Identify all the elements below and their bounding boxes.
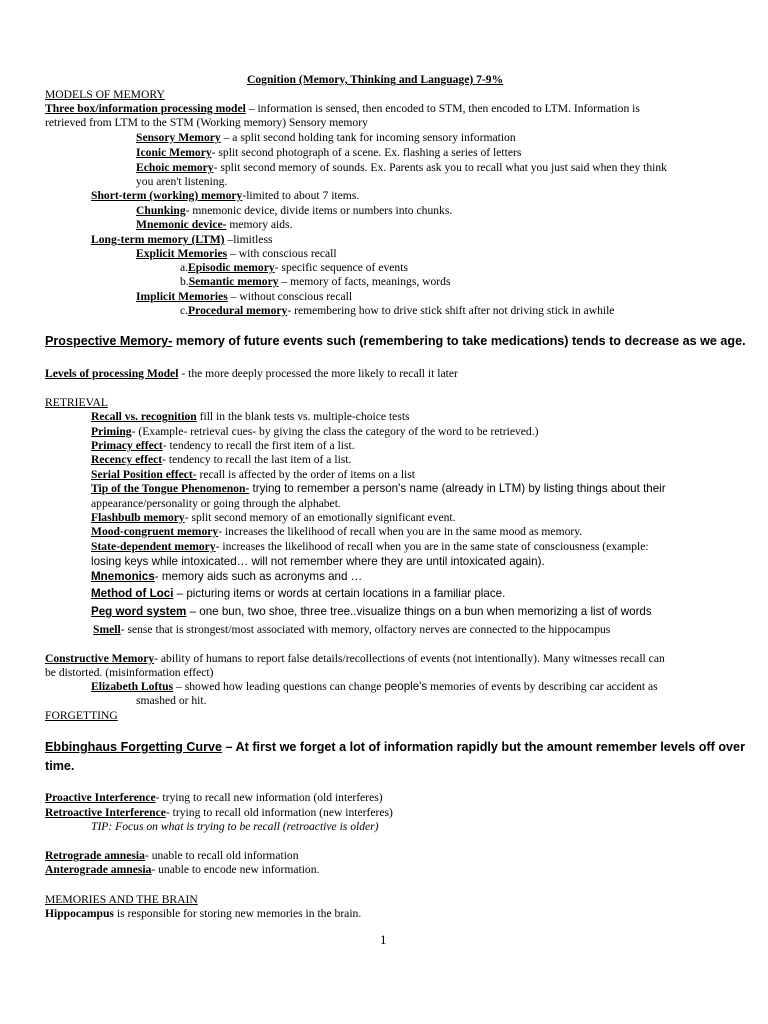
text-line — [136, 204, 452, 218]
text-line — [91, 468, 415, 482]
text-span: - trying to recall new information (old interferes) — [155, 791, 383, 804]
text-span: losing keys while intoxicated… will not remember where they are until intoxicated again). — [91, 555, 545, 568]
text-line — [91, 605, 652, 619]
term-label: time. — [45, 759, 75, 773]
text-line — [136, 161, 667, 175]
text-span: RETRIEVAL — [45, 396, 108, 409]
text-span: - split second memory of an emotionally significant event. — [184, 511, 456, 524]
text-line — [91, 497, 341, 511]
text-line — [91, 820, 379, 834]
text-line — [91, 570, 362, 584]
text-span: –limitless — [224, 233, 273, 246]
term-label: Episodic memory — [188, 261, 275, 274]
term-label: Elizabeth Loftus — [91, 680, 174, 693]
text-line — [45, 907, 361, 921]
text-span: – information is sensed, then encoded to STM, then encoded to LTM. Information is — [245, 102, 640, 115]
term-label: Tip of the Tongue Phenomenon- — [91, 482, 250, 495]
text-line — [91, 587, 505, 601]
text-span: is responsible for storing new memories in the brain. — [113, 907, 362, 920]
term-label: Semantic memory — [188, 275, 279, 288]
text-span: - mnemonic device, divide items or numbers into chunks. — [185, 204, 453, 217]
text-span: - unable to recall old information — [144, 849, 299, 862]
term-label: Primacy effect — [91, 439, 163, 452]
text-line — [91, 511, 456, 525]
text-span: MODELS OF MEMORY — [45, 88, 165, 101]
text-span: retrieved from LTM to the STM (Working memory) Sensory memory — [45, 116, 368, 129]
text-line — [45, 759, 74, 773]
text-line — [91, 482, 666, 496]
term-label: Procedural memory — [188, 304, 288, 317]
text-line — [136, 694, 207, 708]
text-line — [136, 290, 352, 304]
term-label: Anterograde amnesia — [45, 863, 152, 876]
text-line — [136, 175, 227, 189]
term-label: Mnemonics — [91, 570, 155, 583]
text-span: – without conscious recall — [227, 290, 353, 303]
text-span: - trying to recall old information (new interferes) — [165, 806, 393, 819]
text-line — [91, 439, 355, 453]
term-label: Priming — [91, 425, 132, 438]
text-span: MEMORIES AND THE BRAIN — [45, 893, 198, 906]
text-line — [45, 806, 393, 820]
text-line — [45, 334, 746, 348]
text-span: – a split second holding tank for incoming sensory information — [220, 131, 516, 144]
text-span: fill in the blank tests vs. multiple-choice tests — [196, 410, 410, 423]
term-label: Short-term (working) memory — [91, 189, 243, 202]
term-label: Recency effect — [91, 453, 163, 466]
text-line — [136, 146, 521, 160]
text-span: - unable to encode new information. — [151, 863, 320, 876]
text-span: - the more deeply processed the more likely to recall it later — [178, 367, 458, 380]
text-line — [91, 540, 649, 554]
document-title — [247, 73, 503, 87]
text-span: - remembering how to drive stick shift after not driving stick in awhile — [287, 304, 615, 317]
page-number: 1 — [380, 932, 387, 947]
text-span: - (Example- retrieval cues- by giving the class the category of the word to be retrieved.) — [131, 425, 539, 438]
text-span: - ability of humans to report false details/recollections of events (not intentionally). Many witnesses recall can — [154, 652, 665, 665]
text-line — [91, 233, 273, 247]
text-line — [45, 116, 368, 130]
term-label: Method of Loci — [91, 587, 174, 600]
text-line — [45, 652, 665, 666]
text-span: – picturing items or words at certain locations in a familiar place. — [173, 587, 506, 600]
term-label: Hippocampus — [45, 907, 114, 920]
term-label: Proactive Interference — [45, 791, 156, 804]
text-span: - increases the likelihood of recall when you are in the same mood as memory. — [218, 525, 583, 538]
text-line — [136, 131, 516, 145]
text-line — [91, 680, 658, 694]
text-line — [45, 893, 198, 907]
term-label: Constructive Memory — [45, 652, 155, 665]
term-label: Smell — [93, 623, 121, 636]
text-span: recall is affected by the order of items on a list — [196, 468, 415, 481]
text-span: Cognition (Memory, Thinking and Language) 7-9% — [247, 73, 504, 86]
text-span: memories of events by describing car accident as — [427, 680, 658, 693]
text-line — [45, 88, 165, 102]
term-label: State-dependent memory — [91, 540, 216, 553]
text-line — [45, 740, 745, 754]
text-line — [45, 709, 118, 723]
text-span: – memory of facts, meanings, words — [278, 275, 451, 288]
term-label: Three box/information processing model — [45, 102, 246, 115]
text-line — [180, 275, 450, 289]
text-span: memory aids. — [226, 218, 293, 231]
text-span: you aren't listening. — [136, 175, 228, 188]
text-span: - specific sequence of events — [274, 261, 408, 274]
text-line — [45, 102, 640, 116]
text-span: appearance/personality or going through the alphabet. — [91, 497, 341, 510]
text-line — [45, 396, 108, 410]
term-label: Chunking — [136, 204, 186, 217]
text-line — [45, 791, 383, 805]
text-span: – showed how leading questions can change — [173, 680, 385, 693]
text-span: c. — [180, 304, 189, 317]
text-line — [91, 525, 582, 539]
term-label: Mood-congruent memory — [91, 525, 219, 538]
text-span: -limited to about 7 items. — [242, 189, 360, 202]
term-label: Serial Position effect- — [91, 468, 197, 481]
term-label: Explicit Memories — [136, 247, 228, 260]
text-line — [180, 261, 408, 275]
text-line — [45, 367, 458, 381]
text-span: - split second memory of sounds. Ex. Parents ask you to recall what you just said when they think — [213, 161, 667, 174]
text-span: FORGETTING — [45, 709, 118, 722]
text-line — [45, 863, 319, 877]
text-line — [91, 425, 539, 439]
text-span: b. — [180, 275, 189, 288]
text-span: - memory aids such as acronyms and … — [154, 570, 363, 583]
term-label: Flashbulb memory — [91, 511, 185, 524]
text-span: be distorted. (misinformation effect) — [45, 666, 214, 679]
text-span: smashed or hit. — [136, 694, 207, 707]
text-line — [136, 218, 292, 232]
text-span: trying to remember a person's name (already in LTM) by listing things about their — [249, 482, 666, 495]
text-span: TIP: Focus on what is trying to be recall (retroactive is older) — [91, 820, 379, 833]
text-line — [91, 453, 351, 467]
text-span: - tendency to recall the last item of a list. — [162, 453, 352, 466]
term-label: Long-term memory (LTM) — [91, 233, 225, 246]
term-label: Ebbinghaus Forgetting Curve — [45, 740, 223, 754]
term-label: Mnemonic device- — [136, 218, 227, 231]
text-span: – with conscious recall — [227, 247, 337, 260]
term-label: Peg word system — [91, 605, 187, 618]
text-line — [91, 189, 359, 203]
text-line — [93, 623, 610, 637]
text-line — [136, 247, 337, 261]
term-label: – At first we forget a lot of information rapidly but the amount remember levels off over — [222, 740, 745, 754]
text-span: - split second photograph of a scene. Ex. flashing a series of letters — [211, 146, 522, 159]
text-line — [91, 555, 545, 569]
term-label: Levels of processing Model — [45, 367, 179, 380]
text-line — [180, 304, 614, 318]
text-span: - sense that is strongest/most associated with memory, olfactory nerves are connected to the hippocampus — [120, 623, 611, 636]
text-line — [45, 849, 299, 863]
term-label: Prospective Memory- — [45, 334, 173, 348]
term-label: Sensory Memory — [136, 131, 221, 144]
term-label: Retroactive Interference — [45, 806, 166, 819]
term-label: memory of future events such (remembering to take medications) tends to decrease as we age. — [172, 334, 746, 348]
term-label: Echoic memory — [136, 161, 214, 174]
term-label: Implicit Memories — [136, 290, 228, 303]
term-label: Recall vs. recognition — [91, 410, 197, 423]
text-line — [45, 666, 214, 680]
text-span: - increases the likelihood of recall when you are in the same state of consciousness (example: — [215, 540, 649, 553]
term-label: Iconic Memory — [136, 146, 212, 159]
text-span: – one bun, two shoe, three tree..visualize things on a bun when memorizing a list of words — [186, 605, 652, 618]
text-span: a. — [180, 261, 189, 274]
text-line — [91, 410, 410, 424]
text-span: - tendency to recall the first item of a list. — [162, 439, 355, 452]
term-label: Retrograde amnesia — [45, 849, 145, 862]
text-span: people's — [384, 680, 428, 693]
